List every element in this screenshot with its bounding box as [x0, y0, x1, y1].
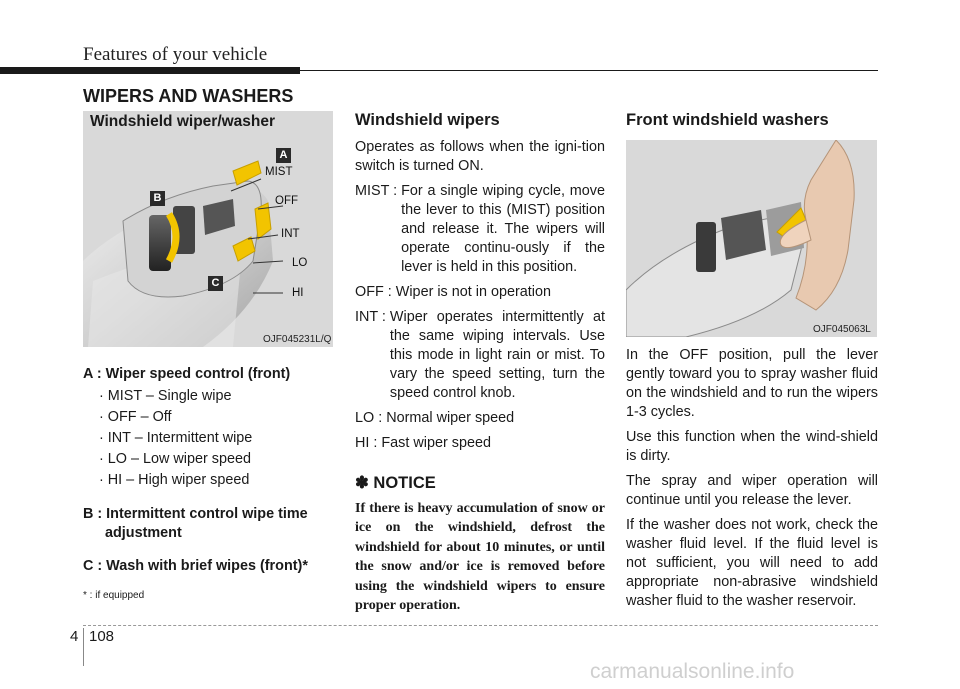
header-rule-bold [0, 67, 300, 74]
level-label: INT [281, 228, 300, 240]
paragraph: In the OFF position, pull the lever gently toward you to spray washer fluid on the windshield and to run the wipers 1-3 cycles. [626, 347, 878, 420]
def-key: OFF : [355, 284, 396, 300]
def-value: Wiper operates intermittently at the same wiping intervals. Use this mode in light rain or mist. To vary the speed setting, turn the speed control knob. [389, 309, 605, 401]
washer-lever-icon [626, 140, 877, 337]
figure-code: OJF045063L [813, 324, 871, 335]
def-key: MIST : [355, 183, 402, 199]
figure-title: Windshield wiper/washer [90, 113, 276, 130]
def-value: For a single wiping cycle, move the lever to this (MIST) position and release it. The wipers will operate continu-ously if the lever is held in this position. [401, 183, 605, 275]
wipers-intro: Operates as follows when the igni-tion switch is turned ON. [355, 139, 605, 174]
legend-b: B : Intermittent control wipe time [83, 506, 308, 522]
paragraph: If the washer does not work, check the washer fluid level. If the fluid level is not sufficient, you will need to add appropriate non-abrasive windshield washer fluid to the washer reservoir. [626, 517, 878, 609]
def-lo [355, 409, 605, 428]
paragraph: Use this function when the wind-shield is dirty. [626, 429, 878, 464]
list-item: · INT – Intermittent wipe [99, 430, 253, 446]
def-mist [355, 182, 605, 277]
def-value: Normal wiper speed [386, 410, 515, 426]
legend-a-items [83, 386, 338, 491]
legend-list [83, 365, 338, 605]
list-item: · MIST – Single wipe [99, 388, 232, 404]
tag-c: C [208, 276, 223, 291]
def-key: INT : [355, 309, 390, 325]
legend-b-cont: adjustment [105, 525, 182, 541]
footer-rule [83, 625, 878, 626]
footnote: * : if equipped [83, 590, 145, 601]
paragraph: The spray and wiper operation will continue until you release the lever. [626, 473, 878, 508]
def-int [355, 308, 605, 403]
def-key: LO : [355, 410, 387, 426]
def-key: HI : [355, 435, 382, 451]
def-value: Fast wiper speed [381, 435, 491, 451]
washers-text [626, 346, 878, 617]
list-item: · HI – High wiper speed [99, 472, 250, 488]
legend-c: C : Wash with brief wipes (front)* [83, 558, 308, 574]
header-rule [300, 70, 878, 71]
level-label: LO [292, 257, 308, 269]
def-value: Wiper is not in operation [395, 284, 551, 300]
list-item: · OFF – Off [99, 409, 172, 425]
washers-title: Front windshield washers [626, 111, 829, 129]
chapter-number: 4 [70, 628, 79, 645]
tag-a: A [276, 148, 291, 163]
running-header: Features of your vehicle [83, 44, 268, 65]
watermark: carmanualsonline.info [590, 660, 795, 683]
legend-a: A : Wiper speed control (front) [83, 366, 291, 382]
level-label: OFF [275, 195, 298, 207]
section-title: WIPERS AND WASHERS [83, 86, 294, 106]
figure-code: OJF045231L/Q [263, 334, 332, 345]
def-off [355, 283, 605, 302]
page-number: 108 [89, 628, 115, 645]
list-item: · LO – Low wiper speed [99, 451, 251, 467]
tag-b: B [150, 191, 165, 206]
def-hi [355, 434, 605, 453]
washer-figure [626, 140, 877, 337]
level-label: MIST [265, 166, 293, 178]
page-separator [83, 628, 84, 666]
notice-body: If there is heavy accumulation of snow or ice on the windshield, defrost the windshield for about 10 minutes, or until the snow and/or ice is removed before using the windshield wipers to ensure proper operation. [355, 501, 605, 614]
wipers-title: Windshield wipers [355, 111, 500, 129]
wipers-column [355, 111, 605, 615]
notice-title: ✽ NOTICE [355, 474, 436, 492]
level-label: HI [292, 287, 304, 299]
